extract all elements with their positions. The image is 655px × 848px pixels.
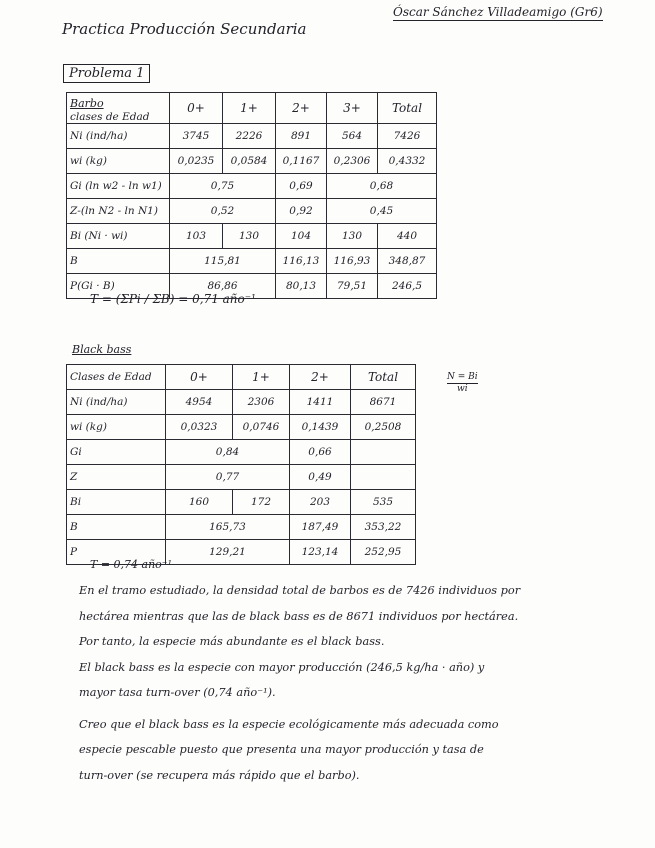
table-cell: 116,13 xyxy=(276,249,327,274)
table-row xyxy=(67,515,416,540)
table-header-cell: 1+ xyxy=(223,93,276,124)
row-label: Z xyxy=(67,465,166,490)
table-cell: Clases de Edad xyxy=(67,365,166,390)
table-cell: 8671 xyxy=(351,390,416,415)
table-cell: 348,87 xyxy=(378,249,437,274)
conclusion-line: mayor tasa turn-over (0,74 año⁻¹). xyxy=(79,686,276,699)
side-note-numerator: N = Bi xyxy=(447,372,478,382)
table-row xyxy=(67,124,437,149)
table-cell: clases de Edad xyxy=(67,93,170,124)
row-label: Bi (Ni · wi) xyxy=(67,224,170,249)
table-cell: 353,22 xyxy=(351,515,416,540)
table-cell: 0,0323 xyxy=(166,415,233,440)
table-cell: 2226 xyxy=(223,124,276,149)
table-cell: 0,2508 xyxy=(351,415,416,440)
row-label: Gi (ln w2 - ln w1) xyxy=(67,174,170,199)
table-cell: 891 xyxy=(276,124,327,149)
table-row xyxy=(67,93,437,124)
table-cell: 0,92 xyxy=(276,199,327,224)
row-label: wi (kg) xyxy=(67,415,166,440)
table-cell: 0,4332 xyxy=(378,149,437,174)
table-cell: 0,1439 xyxy=(290,415,351,440)
row-label: Ni (ind/ha) xyxy=(67,124,170,149)
table-row xyxy=(67,149,437,174)
table-row xyxy=(67,440,416,465)
table-header-cell: 2+ xyxy=(290,365,351,390)
table-row xyxy=(67,415,416,440)
table-cell: 0,0746 xyxy=(233,415,290,440)
barbo-species-label: Barbo xyxy=(70,97,104,110)
row-label: Bi xyxy=(67,490,166,515)
barbo-turnover: T = (ΣPi / ΣB) = 0,71 año⁻¹ xyxy=(90,292,256,306)
table-cell: 116,93 xyxy=(327,249,378,274)
table-cell: 115,81 xyxy=(170,249,276,274)
table-cell: 252,95 xyxy=(351,540,416,565)
table-cell: 129,21 xyxy=(166,540,290,565)
table-header-cell: Total xyxy=(351,365,416,390)
table-cell: 0,0235 xyxy=(170,149,223,174)
table-cell: 0,2306 xyxy=(327,149,378,174)
table-cell: 123,14 xyxy=(290,540,351,565)
conclusion-line: Por tanto, la especie más abundante es el black bass. xyxy=(79,635,385,648)
table-cell: 0,77 xyxy=(166,465,290,490)
table-cell: 86,86 xyxy=(170,274,276,299)
table-cell: 79,51 xyxy=(327,274,378,299)
row-label: P(Gi · B) xyxy=(67,274,170,299)
side-note-denominator: wi xyxy=(447,383,478,395)
table-cell: 535 xyxy=(351,490,416,515)
conclusion-line: hectárea mientras que las de black bass es de 8671 individuos por hectárea. xyxy=(79,609,519,623)
author-name: Óscar Sánchez Villadeamigo (Gr6) xyxy=(393,5,603,19)
table-cell: 80,13 xyxy=(276,274,327,299)
side-note xyxy=(447,372,478,395)
table-cell xyxy=(351,465,416,490)
table-cell: 187,49 xyxy=(290,515,351,540)
table-header-cell: 1+ xyxy=(233,365,290,390)
table-cell: 440 xyxy=(378,224,437,249)
table-cell: 4954 xyxy=(166,390,233,415)
table-row xyxy=(67,199,437,224)
table-cell: 1411 xyxy=(290,390,351,415)
row-label: B xyxy=(67,515,166,540)
table-cell: 172 xyxy=(233,490,290,515)
row-label: P xyxy=(67,540,166,565)
conclusion-line: En el tramo estudiado, la densidad total de barbos es de 7426 individuos por xyxy=(79,584,521,597)
table-cell: 165,73 xyxy=(166,515,290,540)
conclusion-line: especie pescable puesto que presenta una mayor producción y tasa de xyxy=(79,743,484,756)
table-cell xyxy=(351,440,416,465)
table-cell: 0,45 xyxy=(327,199,437,224)
table-cell: 103 xyxy=(170,224,223,249)
table-row xyxy=(67,390,416,415)
table-row xyxy=(67,490,416,515)
table-cell: 130 xyxy=(327,224,378,249)
table-row xyxy=(67,249,437,274)
table-cell: 130 xyxy=(223,224,276,249)
table-cell: 0,68 xyxy=(327,174,437,199)
blackbass-table xyxy=(66,364,416,565)
table-cell: 246,5 xyxy=(378,274,437,299)
row-label: Ni (ind/ha) xyxy=(67,390,166,415)
row-label: wi (kg) xyxy=(67,149,170,174)
table-row xyxy=(67,224,437,249)
row-label: Z-(ln N2 - ln N1) xyxy=(67,199,170,224)
table-cell: 2306 xyxy=(233,390,290,415)
table-header-cell: 0+ xyxy=(170,93,223,124)
table-cell: 0,52 xyxy=(170,199,276,224)
table-cell: 203 xyxy=(290,490,351,515)
table-cell: 0,75 xyxy=(170,174,276,199)
barbo-table xyxy=(66,92,437,299)
table-cell: 0,1167 xyxy=(276,149,327,174)
conclusion-line: El black bass es la especie con mayor producción (246,5 kg/ha · año) y xyxy=(79,660,485,674)
conclusion-line: turn-over (se recupera más rápido que el barbo). xyxy=(79,768,360,782)
conclusion-line: Creo que el black bass es la especie ecológicamente más adecuada como xyxy=(79,717,499,731)
table-header-cell: Total xyxy=(378,93,437,124)
page-title: Practica Producción Secundaria xyxy=(62,20,307,38)
table-header-cell: 0+ xyxy=(166,365,233,390)
blackbass-turnover: T = 0,74 año⁻¹ xyxy=(90,558,173,571)
table-row xyxy=(67,365,416,390)
table-cell: 0,66 xyxy=(290,440,351,465)
table-cell: 0,49 xyxy=(290,465,351,490)
row-label: B xyxy=(67,249,170,274)
table-row xyxy=(67,174,437,199)
row-label: Gi xyxy=(67,440,166,465)
blackbass-species-label: Black bass xyxy=(72,343,132,356)
table-cell: 0,69 xyxy=(276,174,327,199)
table-cell: 0,84 xyxy=(166,440,290,465)
table-cell: 104 xyxy=(276,224,327,249)
problem-label: Problema 1 xyxy=(63,64,150,83)
conclusion-text xyxy=(79,578,559,788)
table-cell: 0,0584 xyxy=(223,149,276,174)
table-cell: 7426 xyxy=(378,124,437,149)
table-header-cell: 3+ xyxy=(327,93,378,124)
table-row xyxy=(67,465,416,490)
table-cell: 160 xyxy=(166,490,233,515)
table-cell: 3745 xyxy=(170,124,223,149)
table-header-cell: 2+ xyxy=(276,93,327,124)
table-cell: 564 xyxy=(327,124,378,149)
